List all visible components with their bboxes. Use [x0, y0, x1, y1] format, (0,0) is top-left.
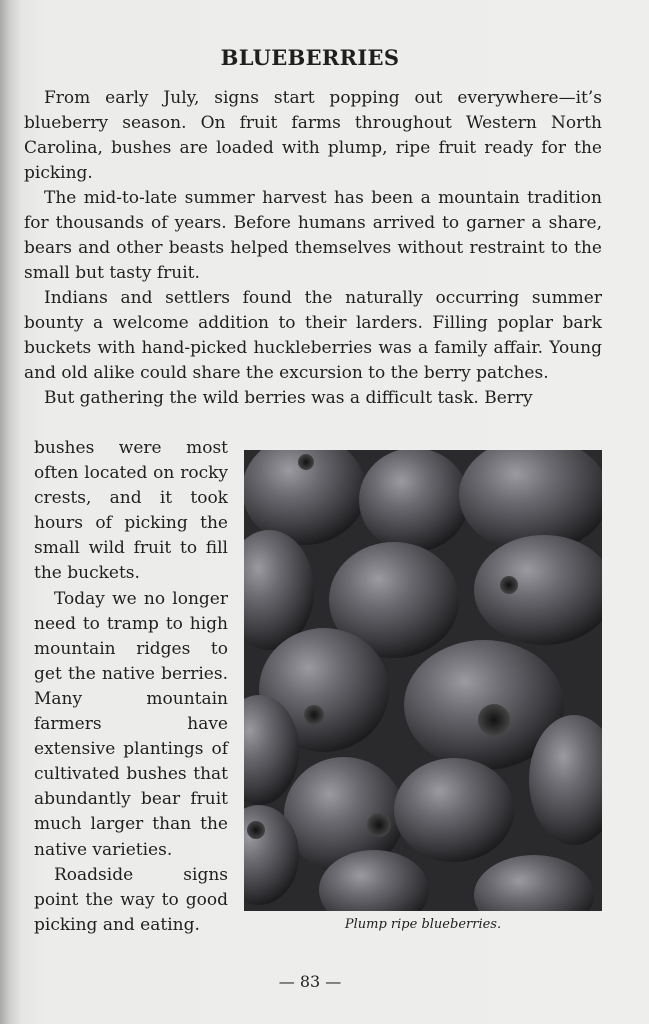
paragraph: The mid-to-late summer harvest has been a mountain tradition for thousands of years. Before humans arrived to garner a share, bears and other beasts helped themselves without restraint to the small but tasty fruit.	[24, 188, 602, 283]
paragraph: But gathering the wild berries was a difficult task. Berry	[44, 388, 533, 408]
paragraph: bushes were most often located on rocky crests, and it took hours of picking the small wild fruit to fill the buckets.	[34, 438, 228, 584]
page-number: — 83 —	[278, 972, 342, 991]
body-text	[24, 86, 602, 411]
paragraph: From early July, signs start popping out everywhere—it’s blueberry season. On fruit farms throughout Western North Carolina, bushes are loaded with plump, ripe fruit ready for the picking.	[24, 88, 602, 183]
paragraph: Roadside signs point the way to good picking and eating.	[34, 864, 228, 935]
side-column-text	[34, 436, 228, 938]
page-title: BLUEBERRIES	[220, 45, 400, 70]
photo-caption: Plump ripe blueberries.	[344, 917, 502, 932]
paragraph: Indians and settlers found the naturally occurring summer bounty a welcome addition to their larders. Filling poplar bark buckets with hand-picked huckleberries was a family affair. Young and old alike could share the excursion to the berry patches.	[24, 288, 602, 383]
paragraph: Today we no longer need to tramp to high mountain ridges to get the native berries. Many mountain farmers have extensive plantings of cultivated bushes that abundantly bear fruit much larger than the native varieties.	[34, 588, 228, 860]
blueberries-photo	[244, 450, 602, 911]
